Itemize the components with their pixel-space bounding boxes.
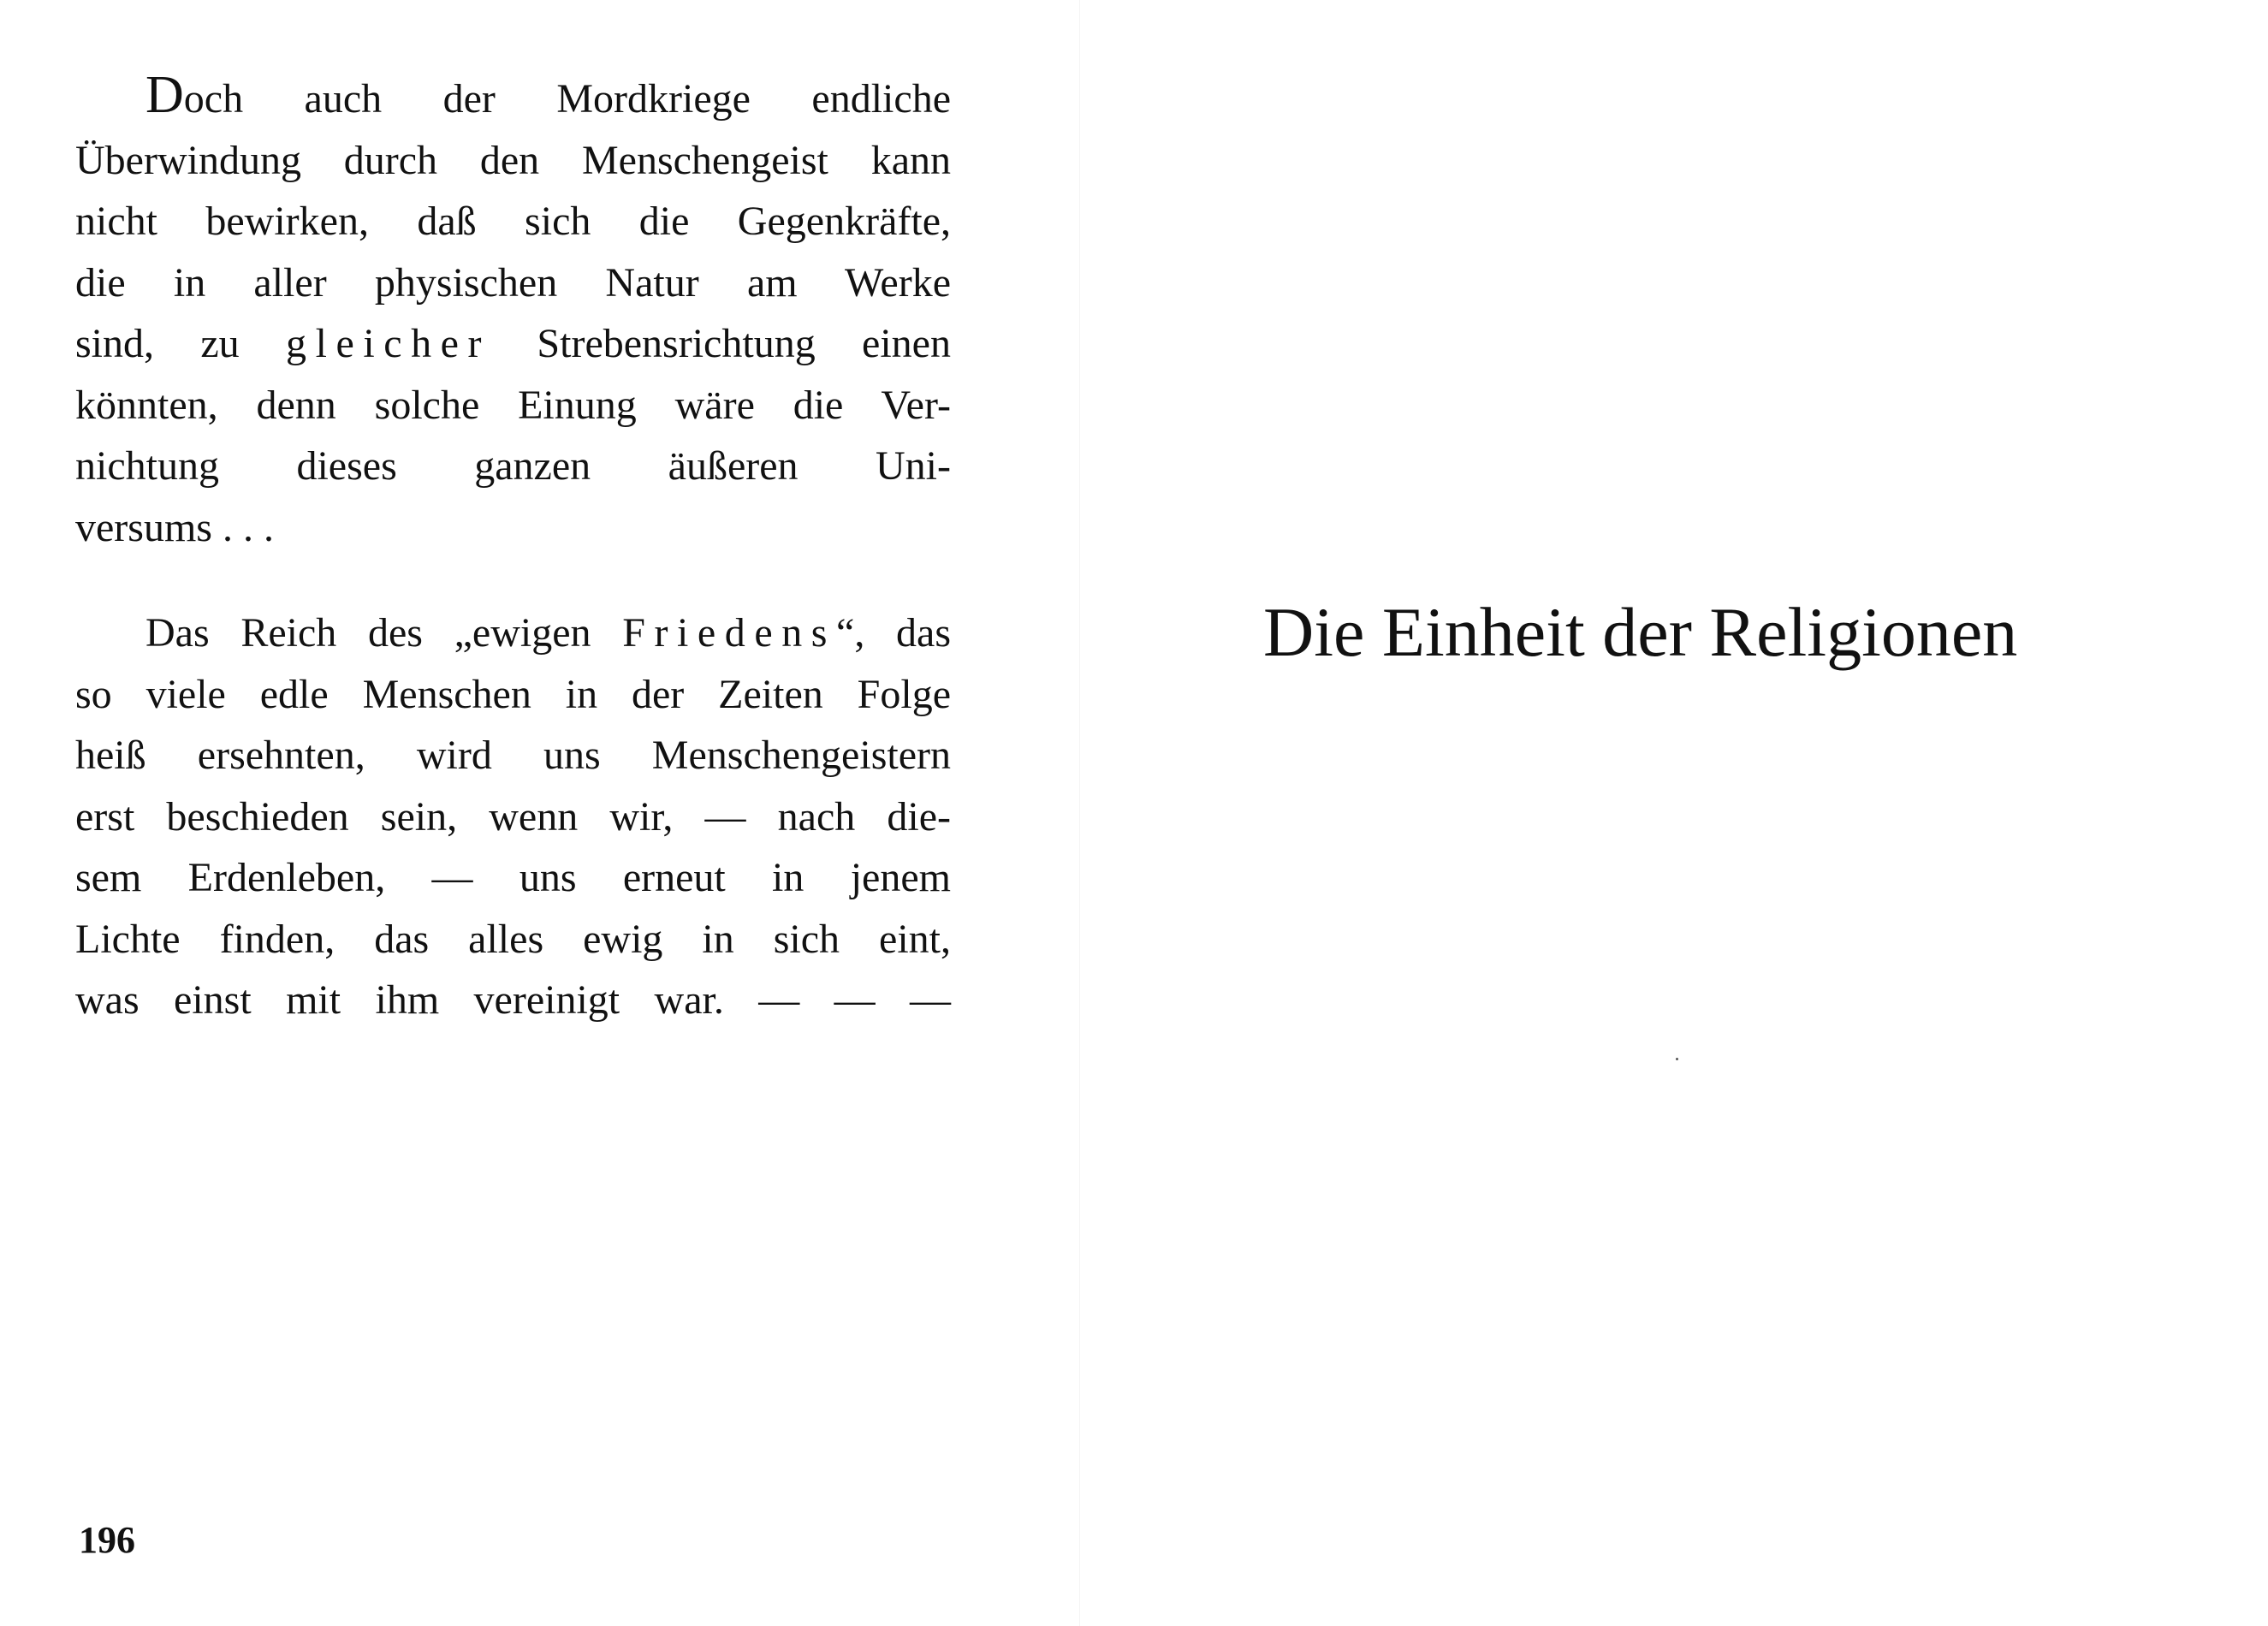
paragraph-1 bbox=[75, 65, 951, 558]
paragraph-2-line-7: was einst mit ihm vereinigt war. — — — bbox=[75, 977, 951, 1023]
paragraph-1-line-3: nicht bewirken, daß sich die Gegenkräfte, bbox=[75, 199, 951, 244]
right-page bbox=[1080, 0, 2268, 1626]
paragraph-1-line-7: nichtung dieses ganzen äußeren Uni- bbox=[75, 443, 951, 489]
initial-letter: D bbox=[145, 66, 184, 124]
paragraph-2-line-6: Lichte finden, das alles ewig in sich eint, bbox=[75, 916, 951, 962]
spaced-word: Friedens bbox=[622, 610, 837, 656]
paragraph-2-line-3: heiß ersehnten, wird uns Menschengeistern bbox=[75, 733, 951, 778]
paragraph-2-line-2: so viele edle Menschen in der Zeiten Folge bbox=[75, 671, 951, 717]
page-number: 196 bbox=[79, 1519, 135, 1561]
paragraph-1-line-6: könnten, denn solche Einung wäre die Ver- bbox=[75, 382, 951, 428]
chapter-title: Die Einheit der Religionen bbox=[1263, 593, 2018, 671]
paragraph-1-line-8: versums . . . bbox=[75, 504, 274, 550]
paragraph-1-line-5: sind, zu gleicher Strebensrichtung einen bbox=[75, 321, 951, 366]
paragraph-2-line-4: erst beschieden sein, wenn wir, — nach die- bbox=[75, 793, 951, 840]
paragraph-1-line-2: Überwindung durch den Menschengeist kann bbox=[75, 137, 951, 183]
paragraph-1-line-4: die in aller physischen Natur am Werke bbox=[75, 259, 951, 306]
spaced-word: gleicher bbox=[286, 321, 491, 366]
paragraph-1-line-1: Doch auch der Mordkriege endliche bbox=[145, 66, 951, 124]
print-speck bbox=[1676, 1058, 1678, 1060]
paragraph-2-line-1: Das Reich des „ewigen Friedens“, das bbox=[145, 610, 951, 656]
left-page bbox=[0, 0, 1080, 1626]
paragraph-2 bbox=[75, 602, 951, 1031]
paragraph-2-line-5: sem Erdenleben, — uns erneut in jenem bbox=[75, 855, 951, 900]
